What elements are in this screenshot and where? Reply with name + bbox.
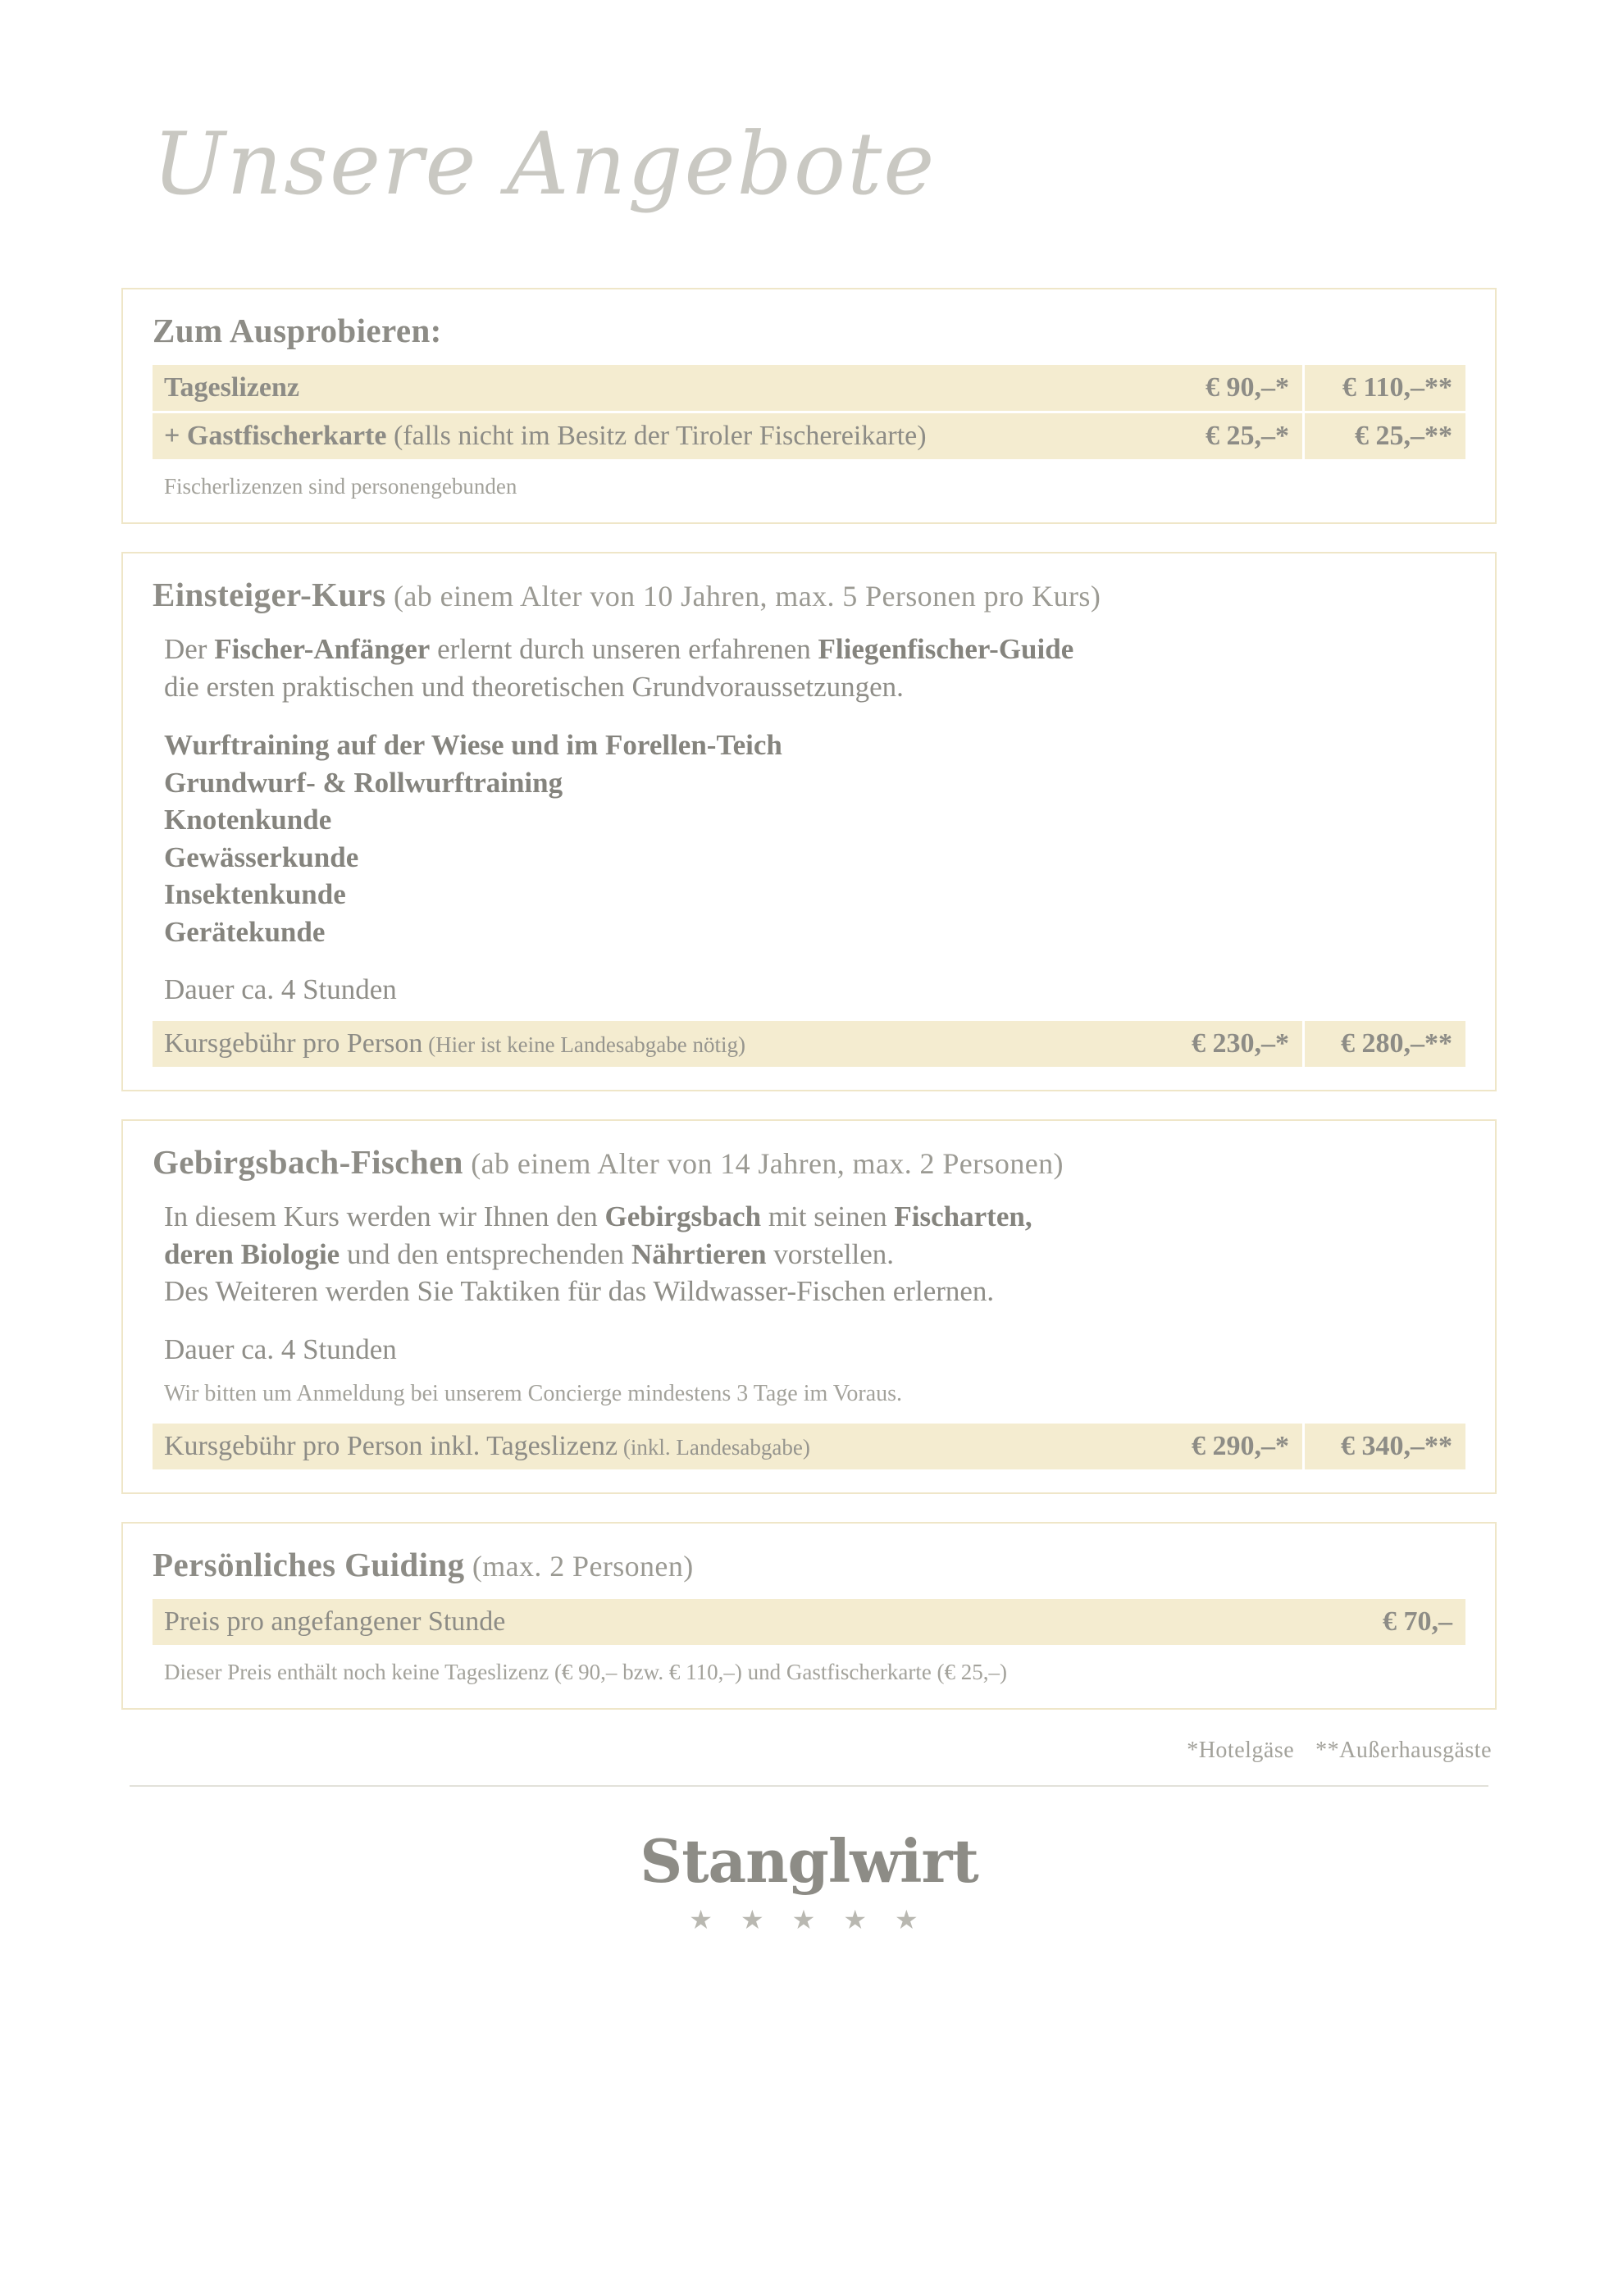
section-heading-main: Persönliches Guiding [153, 1545, 465, 1583]
section-heading-sub: (ab einem Alter von 14 Jahren, max. 2 Personen) [463, 1147, 1064, 1180]
row-price-hotel: € 90,–* [1206, 372, 1289, 403]
row-label [153, 1021, 1156, 1067]
row-price-hotel: € 230,–* [1192, 1028, 1289, 1059]
row-label-bold: + Gastfischerkarte [164, 421, 387, 451]
section-heading-sub: (ab einem Alter von 10 Jahren, max. 5 Personen pro Kurs) [385, 580, 1101, 613]
section-paragraph [153, 631, 1465, 705]
paragraph-text: die ersten praktischen und theoretischen Grundvoraussetzungen. [164, 670, 904, 703]
section-heading [153, 1545, 1465, 1584]
course-contents-list [153, 727, 1465, 950]
section-note: Fischerlizenzen sind personengebunden [164, 474, 517, 499]
brand-logo: Stanglwirt [640, 1825, 978, 1896]
page-title: Unsere Angebote [153, 114, 937, 214]
row-label-bold: Tageslizenz [164, 372, 299, 403]
row-label-main: Kursgebühr pro Person [164, 1028, 423, 1059]
footnote-hotel: *Hotelgäse [1187, 1737, 1295, 1763]
section-heading [153, 575, 1465, 614]
paragraph-emphasis: Fischarten, [894, 1200, 1032, 1232]
booking-note: Wir bitten um Anmeldung bei unserem Concierge mindestens 3 Tage im Voraus. [164, 1380, 903, 1406]
row-price-hotel: € 25,–* [1206, 421, 1289, 451]
section-heading [153, 1142, 1465, 1182]
list-item: Insektenkunde [164, 878, 346, 910]
row-label [153, 365, 1156, 411]
paragraph-text: Der [164, 633, 215, 665]
row-price-extern: € 340,–** [1302, 1424, 1465, 1469]
paragraph-text: erlernt durch unseren erfahrenen [430, 633, 818, 665]
row-label [153, 1424, 1156, 1469]
section-note: Dieser Preis enthält noch keine Tageslizenz (€ 90,– bzw. € 110,–) und Gastfischerkarte (€ 25,–) [164, 1659, 1008, 1684]
row-label-main: Kursgebühr pro Person inkl. Tageslizenz [164, 1430, 618, 1461]
section-gebirgsbach-fischen [121, 1119, 1497, 1494]
list-item: Grundwurf- & Rollwurftraining [164, 766, 563, 799]
section-zum-ausprobieren [121, 288, 1497, 524]
row-price-hotel: € 290,–* [1192, 1430, 1289, 1461]
paragraph-text: mit seinen [761, 1200, 895, 1232]
table-row [153, 365, 1465, 411]
footer-logo-area [121, 1826, 1497, 1935]
section-persoenliches-guiding [121, 1522, 1497, 1710]
price-table-ausprobieren [153, 365, 1465, 459]
price-row-einsteiger [153, 1021, 1465, 1067]
paragraph-text: vorstellen. [766, 1237, 895, 1270]
section-heading: Zum Ausprobieren: [153, 312, 442, 349]
row-label-rest: (falls nicht im Besitz der Tiroler Fischereikarte) [386, 421, 927, 451]
row-label-small: (inkl. Landesabgabe) [618, 1434, 810, 1460]
paragraph-emphasis: Fliegenfischer-Guide [818, 633, 1074, 665]
table-row [153, 411, 1465, 459]
course-duration: Dauer ca. 4 Stunden [164, 1332, 397, 1365]
list-item: Gerätekunde [164, 915, 326, 948]
price-row-gebirgsbach [153, 1424, 1465, 1469]
section-heading-main: Einsteiger-Kurs [153, 576, 386, 613]
section-einsteiger-kurs [121, 552, 1497, 1091]
course-duration: Dauer ca. 4 Stunden [164, 973, 397, 1005]
footnote-extern: **Außerhausgäste [1315, 1737, 1492, 1763]
row-label-small: (Hier ist keine Landesabgabe nötig) [422, 1032, 746, 1057]
footer-divider [130, 1785, 1488, 1787]
section-heading-main: Gebirgsbach-Fischen [153, 1143, 463, 1181]
paragraph-text: und den entsprechenden [340, 1237, 631, 1270]
star-rating: ★ ★ ★ ★ ★ [689, 1904, 929, 1934]
row-price-extern: € 280,–** [1302, 1021, 1465, 1067]
footnotes [121, 1738, 1497, 1764]
paragraph-text: Des Weiteren werden Sie Taktiken für das Wildwasser-Fischen erlernen. [164, 1275, 995, 1307]
row-price-extern: € 25,–** [1302, 413, 1465, 459]
row-price-extern: € 110,–** [1302, 365, 1465, 411]
paragraph-text: In diesem Kurs werden wir Ihnen den [164, 1200, 605, 1232]
paragraph-emphasis: Gebirgsbach [604, 1200, 762, 1232]
price-row-guiding [153, 1599, 1465, 1645]
row-price: € 70,– [1383, 1606, 1452, 1637]
section-heading-sub: (max. 2 Personen) [464, 1549, 694, 1583]
row-label: Preis pro angefangener Stunde [164, 1606, 506, 1637]
section-paragraph [153, 1198, 1465, 1310]
paragraph-emphasis: Nährtieren [631, 1237, 767, 1270]
paragraph-emphasis: Fischer-Anfänger [214, 633, 431, 665]
row-label [153, 413, 1156, 459]
list-item: Knotenkunde [164, 804, 332, 836]
list-item: Wurftraining auf der Wiese und im Forellen-Teich [164, 729, 782, 761]
list-item: Gewässerkunde [164, 840, 359, 873]
paragraph-emphasis: deren Biologie [164, 1237, 340, 1270]
